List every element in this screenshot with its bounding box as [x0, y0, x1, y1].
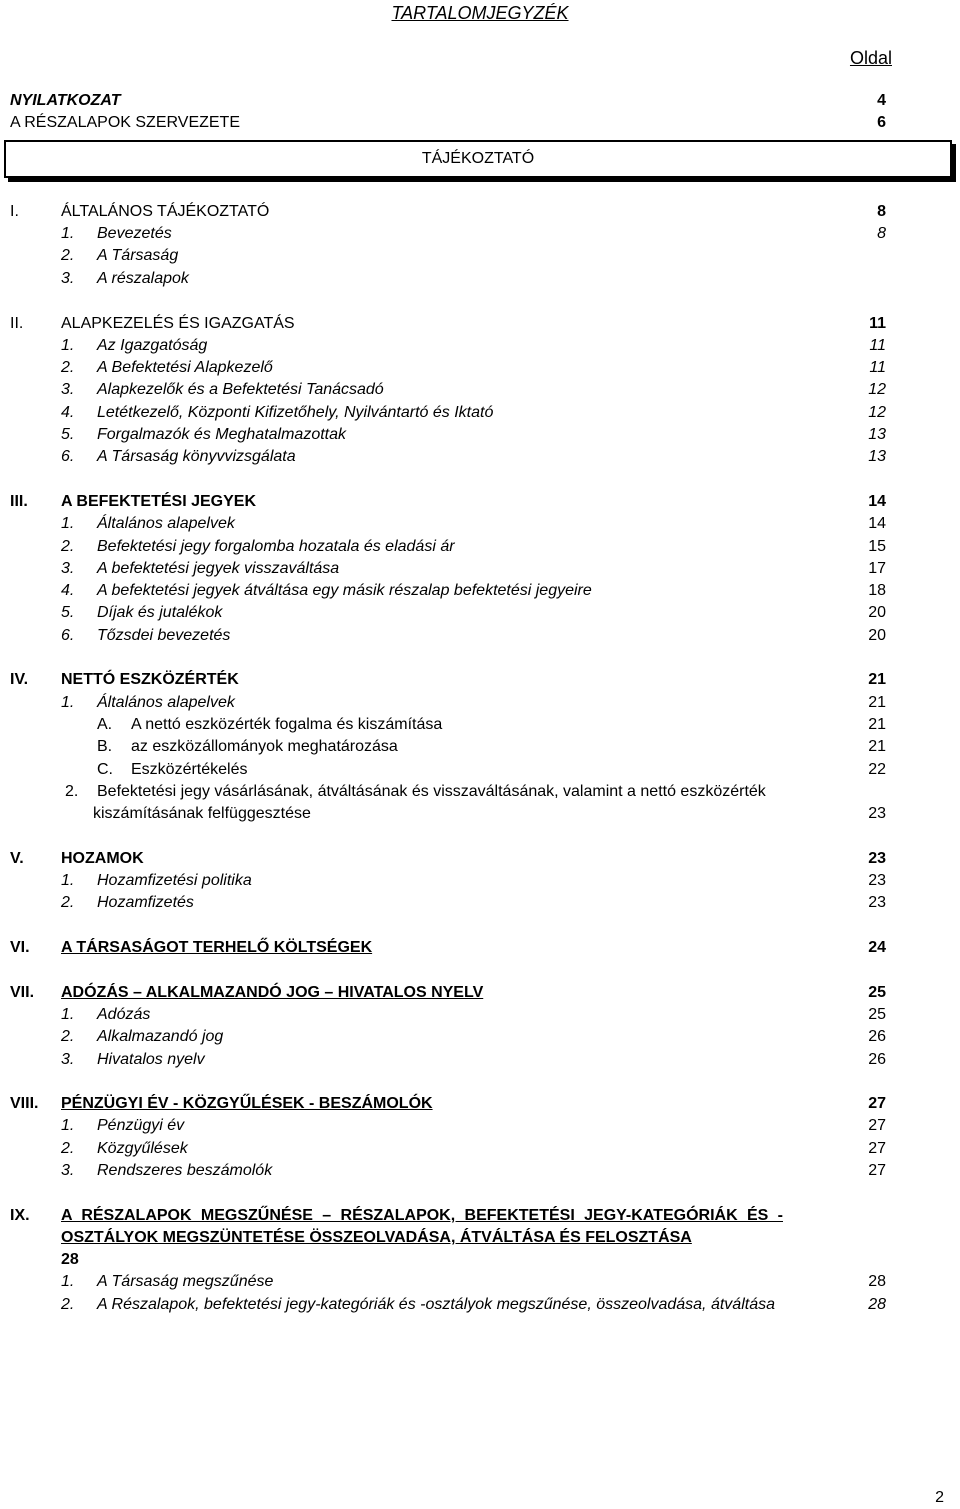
- toc-section[interactable]: [0, 669, 960, 691]
- section-number: VI.: [10, 939, 30, 956]
- toc-item[interactable]: [0, 268, 960, 290]
- toc-section[interactable]: [0, 937, 960, 959]
- page-column-header: Oldal: [849, 48, 892, 68]
- section-page: 27: [868, 1095, 886, 1112]
- item-number: 4.: [61, 404, 75, 421]
- toc-section[interactable]: [0, 1205, 960, 1227]
- toc-item[interactable]: [0, 223, 960, 245]
- toc-item[interactable]: [0, 781, 960, 803]
- item-page: 13: [868, 448, 886, 465]
- toc-item[interactable]: [0, 245, 960, 267]
- item-label: Alkalmazandó jog: [97, 1028, 224, 1045]
- toc-item[interactable]: [0, 892, 960, 914]
- item-label-continuation: kiszámításának felfüggesztése: [93, 805, 311, 822]
- item-label: az eszközállományok meghatározása: [131, 738, 398, 755]
- toc-entry-label: NYILATKOZAT: [10, 92, 121, 109]
- toc-item[interactable]: [0, 558, 960, 580]
- toc-item[interactable]: [0, 1138, 960, 1160]
- page-number: 2: [935, 1489, 944, 1506]
- toc-item[interactable]: [0, 357, 960, 379]
- item-page: 25: [868, 1006, 886, 1023]
- section-label: ALAPKEZELÉS ÉS IGAZGATÁS: [61, 315, 295, 332]
- section-label: ADÓZÁS – ALKALMAZANDÓ JOG – HIVATALOS NYELV: [61, 984, 484, 1001]
- item-number: 1.: [61, 515, 75, 532]
- toc-section-page-row[interactable]: [0, 1249, 960, 1271]
- item-page: 27: [868, 1117, 886, 1134]
- item-number: 2.: [61, 247, 75, 264]
- toc-item[interactable]: [0, 714, 960, 736]
- toc-item[interactable]: [0, 759, 960, 781]
- item-label: Bevezetés: [97, 225, 172, 242]
- item-number: 3.: [61, 560, 75, 577]
- item-page: 27: [868, 1140, 886, 1157]
- item-label: Általános alapelvek: [97, 694, 235, 711]
- item-number: 3.: [61, 1051, 75, 1068]
- item-number: 1.: [61, 872, 75, 889]
- item-number: 6.: [61, 448, 75, 465]
- toc-section[interactable]: [0, 848, 960, 870]
- toc-item[interactable]: [0, 1271, 960, 1293]
- toc-item[interactable]: [0, 736, 960, 758]
- section-page: 21: [868, 671, 886, 688]
- section-page: 23: [868, 850, 886, 867]
- item-page: 28: [868, 1296, 886, 1313]
- toc-section[interactable]: [0, 491, 960, 513]
- item-page: 21: [868, 694, 886, 711]
- section-page: 25: [868, 984, 886, 1001]
- item-number: 5.: [61, 426, 75, 443]
- toc-entry-page: 6: [877, 114, 886, 131]
- toc-item-continuation[interactable]: [0, 803, 960, 825]
- item-page: 28: [868, 1273, 886, 1290]
- section-page: 8: [877, 203, 886, 220]
- item-number: 4.: [61, 582, 75, 599]
- toc-item[interactable]: [0, 513, 960, 535]
- item-label: Közgyűlések: [97, 1140, 188, 1157]
- section-number: I.: [10, 203, 19, 220]
- toc-item[interactable]: [0, 580, 960, 602]
- item-page: 13: [868, 426, 886, 443]
- item-label: Befektetési jegy vásárlásának, átváltásának és visszaváltásának, valamint a nettó eszközérték: [97, 783, 766, 800]
- item-label: A nettó eszközérték fogalma és kiszámítása: [131, 716, 443, 733]
- section-number: VII.: [10, 984, 35, 1001]
- toc-item[interactable]: [0, 1294, 960, 1316]
- toc-item[interactable]: [0, 424, 960, 446]
- section-number: IV.: [10, 671, 29, 688]
- item-number: 3.: [61, 1162, 75, 1179]
- item-page: 15: [868, 538, 886, 555]
- item-page: 20: [868, 627, 886, 644]
- item-label: Adózás: [97, 1006, 151, 1023]
- toc-entry-page: 4: [877, 92, 886, 109]
- section-number: VIII.: [10, 1095, 39, 1112]
- section-number: II.: [10, 315, 24, 332]
- item-label: Pénzügyi év: [97, 1117, 185, 1134]
- item-label: A Társaság megszűnése: [97, 1273, 274, 1290]
- item-page: 12: [868, 404, 886, 421]
- item-label: Rendszeres beszámolók: [97, 1162, 273, 1179]
- section-label-continuation: OSZTÁLYOK MEGSZÜNTETÉSE ÖSSZEOLVADÁSA, ÁTVÁLTÁSA ÉS FELOSZTÁSA: [61, 1229, 692, 1246]
- toc-item[interactable]: [0, 692, 960, 714]
- toc-item[interactable]: [0, 1160, 960, 1182]
- item-number: 3.: [61, 381, 75, 398]
- toc-section-continuation[interactable]: [0, 1227, 960, 1249]
- section-number: IX.: [10, 1207, 30, 1224]
- item-number: 1.: [61, 337, 75, 354]
- toc-item[interactable]: [0, 536, 960, 558]
- section-banner: TÁJÉKOZTATÓ: [4, 140, 952, 178]
- item-page: 26: [868, 1028, 886, 1045]
- item-number: C.: [97, 761, 113, 778]
- item-label: Az Igazgatóság: [97, 337, 208, 354]
- toc-item[interactable]: [0, 446, 960, 468]
- item-page: 21: [868, 716, 886, 733]
- section-label: A RÉSZALAPOK MEGSZŰNÉSE – RÉSZALAPOK, BEFEKTETÉSI JEGY-KATEGÓRIÁK ÉS -: [61, 1207, 783, 1224]
- toc-item[interactable]: [0, 1004, 960, 1026]
- item-number: 1.: [61, 694, 75, 711]
- toc-item[interactable]: [0, 870, 960, 892]
- item-page: 23: [868, 894, 886, 911]
- section-page: 14: [868, 493, 886, 510]
- section-label: ÁLTALÁNOS TÁJÉKOZTATÓ: [61, 203, 270, 220]
- item-label: A Befektetési Alapkezelő: [97, 359, 273, 376]
- item-label: A befektetési jegyek visszaváltása: [97, 560, 340, 577]
- toc-entry-label: A RÉSZALAPOK SZERVEZETE: [10, 114, 240, 131]
- item-page: 23: [868, 872, 886, 889]
- item-number: 1.: [61, 225, 75, 242]
- item-label: Hivatalos nyelv: [97, 1051, 205, 1068]
- item-number: 6.: [61, 627, 75, 644]
- section-page: 11: [869, 315, 886, 332]
- item-page: 8: [877, 225, 886, 242]
- item-label: A befektetési jegyek átváltása egy másik részalap befektetési jegyeire: [97, 582, 592, 599]
- item-number: 2.: [61, 894, 75, 911]
- page-title: TARTALOMJEGYZÉK: [391, 3, 569, 23]
- section-label: A TÁRSASÁGOT TERHELŐ KÖLTSÉGEK: [61, 939, 373, 956]
- toc-item[interactable]: [0, 602, 960, 624]
- item-label: Általános alapelvek: [97, 515, 235, 532]
- toc-item[interactable]: [0, 625, 960, 647]
- item-number: 2.: [61, 1140, 75, 1157]
- item-page: 18: [868, 582, 886, 599]
- section-label: NETTÓ ESZKÖZÉRTÉK: [61, 671, 239, 688]
- item-label: A részalapok: [97, 270, 189, 287]
- item-label: Letétkezelő, Központi Kifizetőhely, Nyilvántartó és Iktató: [97, 404, 494, 421]
- item-number: 1.: [61, 1117, 75, 1134]
- item-page: 12: [868, 381, 886, 398]
- item-label: Hozamfizetés: [97, 894, 194, 911]
- item-page: 14: [868, 515, 886, 532]
- item-number: 5.: [61, 604, 75, 621]
- item-label: A Részalapok, befektetési jegy-kategóriák és -osztályok megszűnése, összeolvadása, átváltása: [97, 1296, 775, 1313]
- item-number: 2.: [61, 359, 75, 376]
- section-label: PÉNZÜGYI ÉV - KÖZGYŰLÉSEK - BESZÁMOLÓK: [61, 1095, 433, 1112]
- item-number: A.: [97, 716, 113, 733]
- item-label: Befektetési jegy forgalomba hozatala és eladási ár: [97, 538, 455, 555]
- toc-item[interactable]: [0, 402, 960, 424]
- item-number: 2.: [65, 783, 79, 800]
- toc-section[interactable]: [0, 982, 960, 1004]
- item-number: 3.: [61, 270, 75, 287]
- toc-section[interactable]: [0, 1093, 960, 1115]
- section-number: V.: [10, 850, 24, 867]
- toc-section[interactable]: [0, 201, 960, 223]
- item-label: A Társaság könyvvizsgálata: [97, 448, 296, 465]
- section-label: A BEFEKTETÉSI JEGYEK: [61, 493, 256, 510]
- item-page: 17: [868, 560, 886, 577]
- section-page: 24: [868, 939, 886, 956]
- toc-entry[interactable]: [0, 90, 960, 112]
- item-label: Eszközértékelés: [131, 761, 248, 778]
- item-page: 20: [868, 604, 886, 621]
- item-page: 22: [868, 761, 886, 778]
- toc-item[interactable]: [0, 1049, 960, 1071]
- item-page: 21: [868, 738, 886, 755]
- item-number: 2.: [61, 1028, 75, 1045]
- item-label: Forgalmazók és Meghatalmazottak: [97, 426, 346, 443]
- item-page: 11: [869, 359, 886, 376]
- toc-entry[interactable]: [0, 112, 960, 134]
- item-number: 2.: [61, 1296, 75, 1313]
- item-number: 1.: [61, 1273, 75, 1290]
- item-label: Díjak és jutalékok: [97, 604, 223, 621]
- item-page: 23: [868, 805, 886, 822]
- item-page: 11: [869, 337, 886, 354]
- toc-item[interactable]: [0, 1026, 960, 1048]
- section-page: 28: [61, 1251, 79, 1268]
- item-number: B.: [97, 738, 113, 755]
- item-label: A Társaság: [97, 247, 179, 264]
- item-label: Alapkezelők és a Befektetési Tanácsadó: [97, 381, 384, 398]
- section-label: HOZAMOK: [61, 850, 144, 867]
- item-page: 27: [868, 1162, 886, 1179]
- item-page: 26: [868, 1051, 886, 1068]
- toc-item[interactable]: [0, 1115, 960, 1137]
- item-number: 2.: [61, 538, 75, 555]
- item-label: Hozamfizetési politika: [97, 872, 252, 889]
- section-number: III.: [10, 493, 28, 510]
- item-number: 1.: [61, 1006, 75, 1023]
- toc-section[interactable]: [0, 313, 960, 335]
- item-label: Tőzsdei bevezetés: [97, 627, 231, 644]
- toc-item[interactable]: [0, 379, 960, 401]
- toc-item[interactable]: [0, 335, 960, 357]
